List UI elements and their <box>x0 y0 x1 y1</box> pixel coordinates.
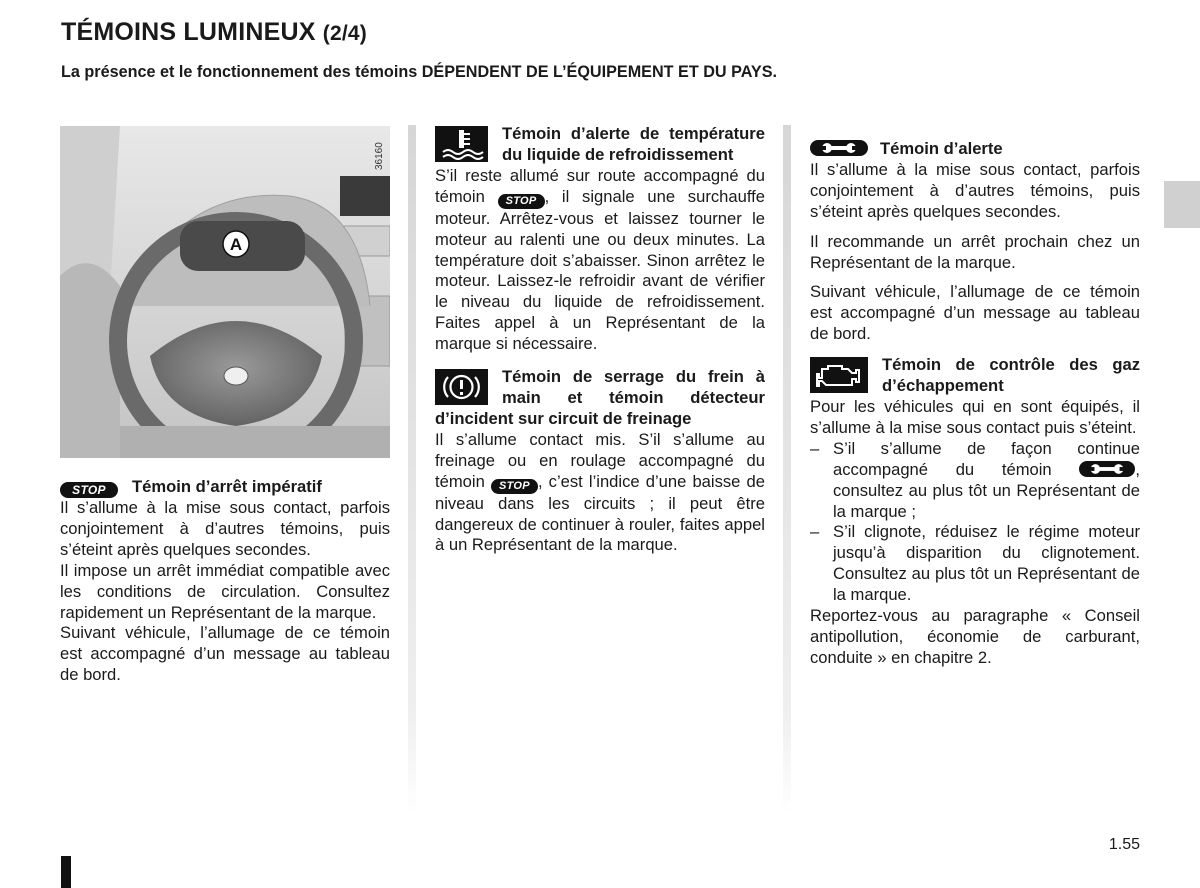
column-divider-1 <box>408 125 416 815</box>
chapter-side-tab <box>1164 181 1200 228</box>
stop-paragraph-3: Suivant véhicule, l’allumage de ce témoin est accompagné d’un message au tableau de bord. <box>60 623 390 685</box>
page-title <box>61 18 367 47</box>
stop-icon: STOP <box>60 482 118 498</box>
alert-heading-text: Témoin d’alerte <box>880 139 1003 158</box>
figure-ref-number: 36160 <box>374 142 385 170</box>
bullet-dash: – <box>810 522 820 542</box>
exhaust-paragraph-2: Reportez-vous au paragraphe « Conseil antipollution, économie de carburant, conduite » en chapitre 2. <box>810 606 1140 667</box>
alert-paragraph-1: Il s’allume à la mise sous contact, parfois conjointement à d’autres témoins, puis s’éteint après quelques secondes. <box>810 159 1140 221</box>
column-2 <box>435 124 765 556</box>
title-suffix: (2/4) <box>322 22 367 45</box>
coolant-paragraph <box>435 166 765 355</box>
alert-paragraph-2: Il recommande un arrêt prochain chez un Représentant de la marque. <box>810 231 1140 272</box>
stop-icon: STOP <box>491 479 538 494</box>
bullet-dash: – <box>810 438 820 458</box>
brake-text-a: Il s’allume contact mis. S’il s’allume au freinage ou en roulage accompagné du témoin <box>435 429 765 491</box>
wrench-icon <box>1079 461 1135 477</box>
column-divider-2 <box>783 125 791 815</box>
intro-text: La présence et le fonctionnement des témoins DÉPENDENT DE L’ÉQUIPEMENT ET DU PAYS. <box>61 63 777 81</box>
coolant-text-b: , il signale une surchauffe moteur. Arrêtez-vous et laissez tourner le moteur au ralenti une ou deux minutes. La température doit s’abaisser. Sinon arrêtez le moteur. Laissez-le refroidir avant de vérifier le niveau du liquide de refroidissement. Faites appel à un Représentant de la marque si nécessaire. <box>435 186 765 354</box>
bullet2-text: S’il clignote, réduisez le régime moteur jusqu’à disparition du clignotement. Consultez au plus tôt un Représentant de la marque. <box>833 522 1140 605</box>
alert-paragraph-3: Suivant véhicule, l’allumage de ce témoin est accompagné d’un message au tableau de bord. <box>810 282 1140 344</box>
callout-a-label: A <box>229 235 243 254</box>
stop-heading-text: Témoin d’arrêt impératif <box>132 477 322 496</box>
coolant-warning-section <box>435 124 765 355</box>
brake-warning-section <box>435 367 765 556</box>
coolant-temperature-icon <box>435 126 488 162</box>
coolant-text-a: S’il reste allumé sur route accompagné du témoin <box>435 165 765 206</box>
exhaust-bullet-1 <box>810 439 1140 523</box>
engine-check-icon <box>810 357 868 393</box>
exhaust-warning-section <box>810 355 1140 669</box>
dashboard-figure <box>60 126 390 458</box>
brake-text-b: , c’est l’indice d’une baisse de niveau dans les circuits ; il peut être dangereux de continuer à rouler, faites appel à un Représentant de la marque. <box>435 471 765 555</box>
bottom-marker-bar <box>61 856 71 888</box>
column-3 <box>810 139 1140 669</box>
bullet1-text-a: S’il s’allume de façon continue accompagné du témoin <box>833 438 1140 479</box>
brake-paragraph <box>435 430 765 557</box>
stop-paragraph-2: Il impose un arrêt immédiat compatible avec les conditions de circulation. Consultez rapidement un Représentant de la marque. <box>60 560 390 622</box>
column-1 <box>60 477 390 686</box>
brake-heading-text: Témoin de serrage du frein à main et témoin détecteur d’incident sur circuit de freinage <box>435 367 765 428</box>
page-number: 1.55 <box>1108 836 1140 853</box>
exhaust-paragraph-1: Pour les véhicules qui en sont équipés, il s’allume à la mise sous contact puis s’éteint. <box>810 396 1140 437</box>
stop-icon: STOP <box>498 194 545 209</box>
exhaust-heading-text: Témoin de contrôle des gaz d’échappement <box>882 355 1140 396</box>
wrench-icon <box>810 140 868 156</box>
parking-brake-icon <box>435 369 488 405</box>
stop-paragraph-1: Il s’allume à la mise sous contact, parfois conjointement à d’autres témoins, puis s’éteint après quelques secondes. <box>60 498 390 559</box>
dashboard-illustration <box>60 126 390 458</box>
stop-warning-heading <box>60 477 390 498</box>
coolant-heading-text: Témoin d’alerte de température du liquide de refroidissement <box>502 124 765 164</box>
bullet1-text-b: , consultez au plus tôt un Représentant de la marque ; <box>833 459 1140 521</box>
alert-heading <box>810 139 1140 160</box>
title-text: TÉMOINS LUMINEUX <box>61 18 316 46</box>
exhaust-bullet-2 <box>810 522 1140 606</box>
